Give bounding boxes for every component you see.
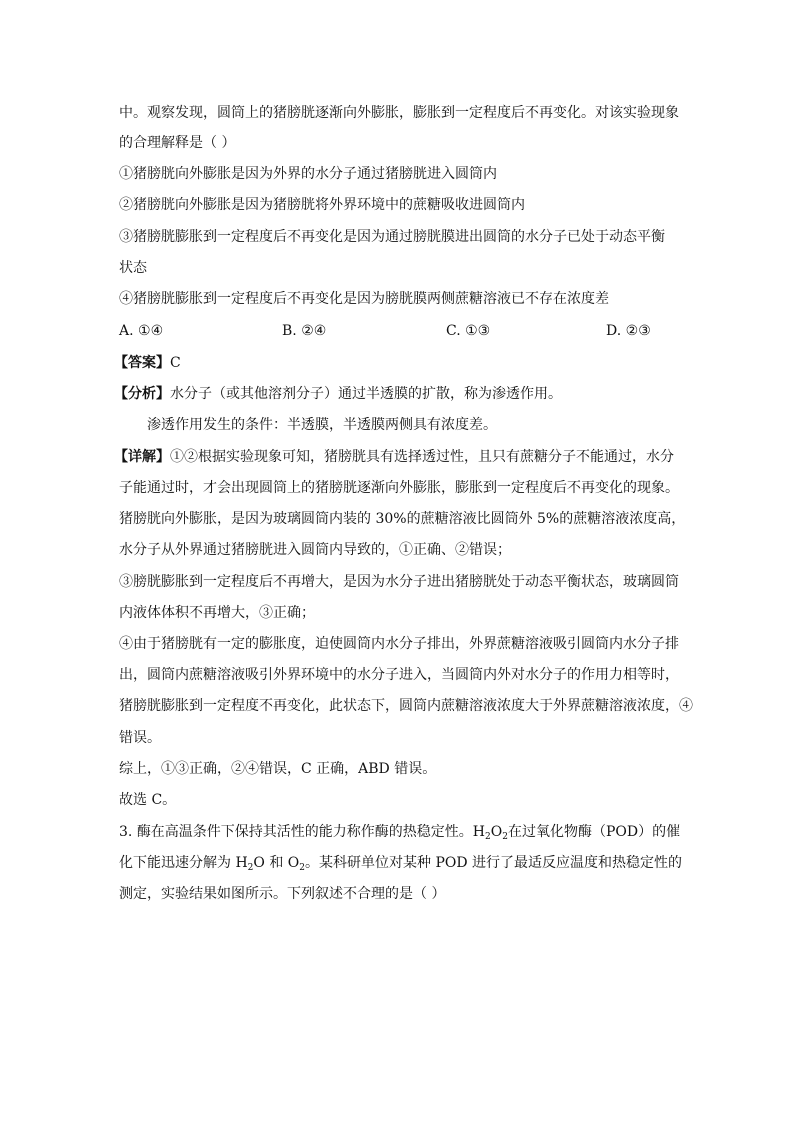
option-text: ①③ [465,323,491,339]
answer-value: C [170,355,181,371]
final-choice-line: 故选 C。 [119,792,177,808]
summary-line: 综上，①③正确，②④错误，C 正确，ABD 错误。 [119,761,437,777]
detail-line: ④由于猪膀胱有一定的膨胀度，迫使圆筒内水分子排出，外界蔗糖溶液吸引圆筒内水分子排 [119,636,679,652]
option-label: B. [282,323,297,339]
option-d [606,322,651,340]
subscript: 2 [502,832,508,842]
detail-line: ③膀胱膨胀到一定程度后不再增大，是因为水分子进出猪膀胱处于动态平衡状态，玻璃圆筒 [119,574,679,590]
analysis-line-2 [119,416,497,434]
detail-text: ①②根据实验现象可知，猪膀胱具有选择透过性，且只有蔗糖分子不能通过，水分 [170,449,674,465]
question-text: 。某科研单位对某种 POD 进行了最适反应温度和热稳定性的 [305,855,683,871]
analysis-text: 渗透作用发生的条件：半透膜，半透膜两侧具有浓度差。 [147,417,497,433]
option-text: ②③ [625,323,651,339]
option-label: C. [446,323,461,339]
option-label: D. [606,323,622,339]
question-3-line-3: 测定，实验结果如图所示。下列叙述不合理的是（ ） [119,886,446,902]
statement-1: ①猪膀胱向外膨胀是因为外界的水分子通过猪膀胱进入圆筒内 [119,166,497,182]
subscript: 2 [485,832,491,842]
detail-line [114,448,674,466]
analysis-tag: 【分析】 [114,386,170,402]
answer-tag: 【答案】 [114,355,170,371]
question-stem-line: 中。观察发现，圆筒上的猪膀胱逐渐向外膨胀，膨胀到一定程度后不再变化。对该实验现象 [119,105,679,121]
option-a [119,322,163,340]
detail-line: 水分子从外界通过猪膀胱进入圆筒内导致的，①正确、②错误； [119,542,511,558]
analysis-text: 水分子（或其他溶剂分子）通过半透膜的扩散，称为渗透作用。 [170,386,562,402]
question-stem-line: 的合理解释是（ ） [119,135,236,151]
question-text: 在过氧化物酶（POD）的催 [507,824,681,840]
question-text: 酶在高温条件下保持其活性的能力称作酶的热稳定性。H [136,824,486,840]
subscript: 2 [299,863,305,873]
statement-4: ④猪膀胱膨胀到一定程度后不再变化是因为膀胱膜两侧蔗糖溶液已不存在浓度差 [119,291,609,307]
detail-line: 猪膀胱膨胀到一定程度不再变化，此状态下，圆筒内蔗糖溶液浓度大于外界蔗糖溶液浓度，④ [119,698,693,714]
analysis-line [114,385,562,403]
subscript: 2 [247,863,254,873]
option-c [446,322,490,340]
option-text: ①④ [138,323,164,339]
question-3-line-1 [119,823,680,841]
question-text: 化下能迅速分解为 H [119,855,248,871]
option-text: ②④ [301,323,327,339]
option-label: A. [119,323,134,339]
detail-line: 内液体体积不再增大，③正确； [119,605,315,621]
question-number: 3. [119,824,133,840]
question-text: O 和 O [253,855,300,871]
statement-3-cont: 状态 [119,260,147,276]
question-text: O [490,824,503,840]
statement-2: ②猪膀胱向外膨胀是因为猪膀胱将外界环境中的蔗糖吸收进圆筒内 [119,197,525,213]
option-b [282,322,326,340]
detail-line: 子能通过时，才会出现圆筒上的猪膀胱逐渐向外膨胀，膨胀到一定程度后不再变化的现象。 [119,480,679,496]
detail-tag: 【详解】 [114,449,170,465]
detail-line: 出，圆筒内蔗糖溶液吸引外界环境中的水分子进入，当圆筒内外对水分子的作用力相等时， [119,667,679,683]
detail-line: 错误。 [119,730,161,746]
statement-3: ③猪膀胱膨胀到一定程度后不再变化是因为通过膀胱膜进出圆筒的水分子已处于动态平衡 [119,229,665,245]
answer-line [114,354,181,372]
question-3-line-2 [119,854,682,872]
detail-line: 猪膀胱向外膨胀，是因为玻璃圆筒内装的 30%的蔗糖溶液比圆筒外 5%的蔗糖溶液浓度高， [119,511,686,527]
